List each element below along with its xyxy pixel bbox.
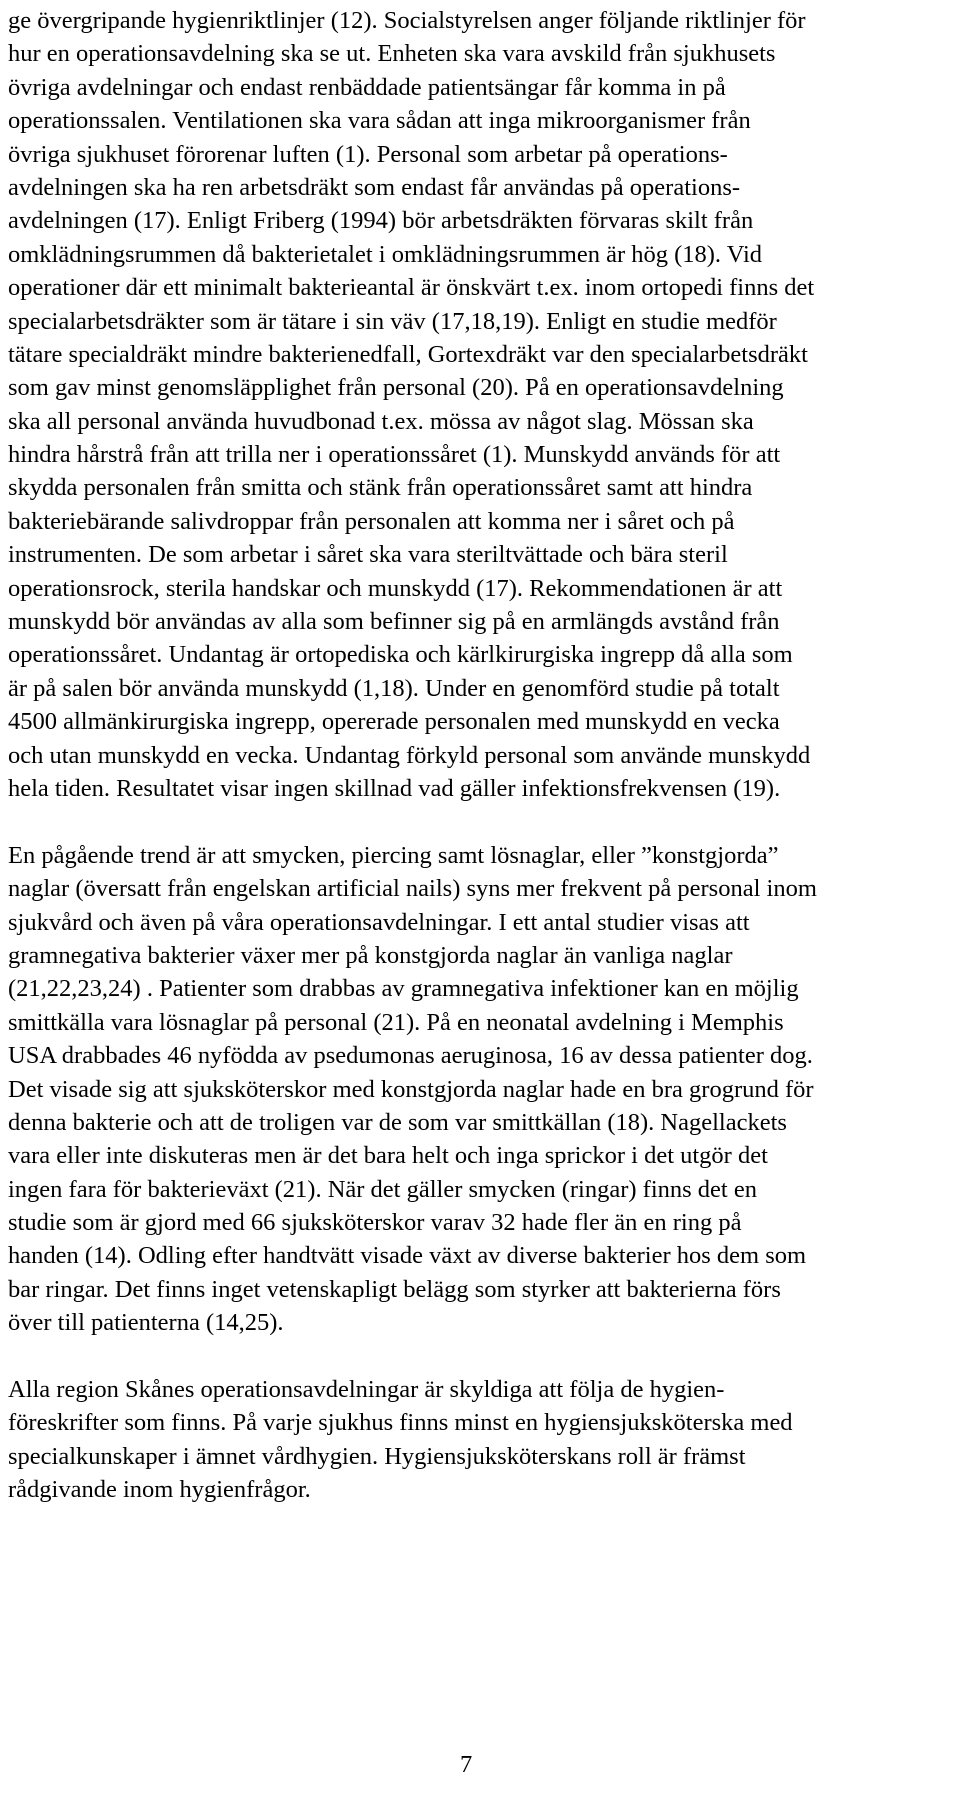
text-line: rådgivande inom hygienfrågor. — [8, 1476, 311, 1504]
text-line: är på salen bör använda munskydd (1,18). Under en genomförd studie på totalt — [8, 674, 780, 702]
text-line: avdelningen ska ha ren arbetsdräkt som endast får användas på operations- — [8, 173, 741, 201]
paragraph-gap — [8, 1340, 954, 1373]
text-line: bar ringar. Det finns inget vetenskapligt belägg som styrker att bakterierna förs — [8, 1275, 781, 1303]
text-line: över till patienterna (14,25). — [8, 1309, 284, 1337]
text-line: naglar (översatt från engelskan artificial nails) syns mer frekvent på personal inom — [8, 875, 817, 903]
text-line: övriga avdelningar och endast renbäddade patientsängar får komma in på — [8, 73, 726, 101]
text-line: 4500 allmänkirurgiska ingrepp, opererade personalen med munskydd en vecka — [8, 708, 780, 736]
text-line: föreskrifter som finns. På varje sjukhus finns minst en hygiensjuksköterska med — [8, 1409, 793, 1437]
text-line: hindra hårstrå från att trilla ner i operationssåret (1). Munskydd används för att — [8, 441, 781, 469]
text-line: handen (14). Odling efter handtvätt visade växt av diverse bakterier hos dem som — [8, 1242, 807, 1270]
paragraph-jewelry-nails — [8, 839, 954, 1340]
text-line: tätare specialdräkt mindre bakterienedfall, Gortexdräkt var den specialarbetsdräkt — [8, 340, 808, 368]
text-line: operationer där ett minimalt bakterieantal är önskvärt t.ex. inom ortopedi finns det — [8, 274, 815, 302]
text-line: operationssåret. Undantag är ortopediska och kärlkirurgiska ingrepp då alla som — [8, 641, 793, 669]
text-line: sjukvård och även på våra operationsavdelningar. I ett antal studier visas att — [8, 908, 750, 936]
paragraph-hygiene-guidelines — [8, 4, 954, 805]
text-line: (21,22,23,24) . Patienter som drabbas av gramnegativa infektioner kan en möjlig — [8, 975, 799, 1003]
text-line: En pågående trend är att smycken, piercing samt lösnaglar, eller ”konstgjorda” — [8, 841, 779, 869]
text-line: skydda personalen från smitta och stänk från operationssåret samt att hindra — [8, 474, 753, 502]
text-line: hur en operationsavdelning ska se ut. Enheten ska vara avskild från sjukhusets — [8, 40, 776, 68]
text-line: ge övergripande hygienriktlinjer (12). Socialstyrelsen anger följande riktlinjer för — [8, 7, 806, 34]
text-line: studie som är gjord med 66 sjuksköterskor varav 32 hade fler än en ring på — [8, 1209, 742, 1237]
text-line: munskydd bör användas av alla som befinner sig på en armlängds avstånd från — [8, 608, 780, 636]
text-line: denna bakterie och att de troligen var de som var smittkällan (18). Nagellackets — [8, 1108, 787, 1136]
text-line: bakteriebärande salivdroppar från personalen att komma ner i såret och på — [8, 507, 735, 535]
text-line: hela tiden. Resultatet visar ingen skillnad vad gäller infektionsfrekvensen (19). — [8, 774, 781, 802]
text-line: Det visade sig att sjuksköterskor med konstgjorda naglar hade en bra grogrund för — [8, 1075, 814, 1103]
page-number: 7 — [460, 1751, 473, 1778]
text-line: operationsrock, sterila handskar och munskydd (17). Rekommendationen är att — [8, 574, 783, 602]
text-line: gramnegativa bakterier växer mer på konstgjorda naglar än vanliga naglar — [8, 941, 733, 969]
text-line: avdelningen (17). Enligt Friberg (1994) bör arbetsdräkten förvaras skilt från — [8, 207, 754, 235]
text-line: som gav minst genomsläpplighet från personal (20). På en operationsavdelning — [8, 374, 784, 402]
paragraph-region-skane — [8, 1373, 954, 1507]
text-line: smittkälla vara lösnaglar på personal (21). På en neonatal avdelning i Memphis — [8, 1008, 784, 1036]
paragraph-gap — [8, 805, 954, 838]
text-line: omklädningsrummen då bakterietalet i omklädningsrummen är hög (18). Vid — [8, 240, 763, 268]
text-line: vara eller inte diskuteras men är det bara helt och inga sprickor i det utgör det — [8, 1142, 768, 1170]
text-line: Alla region Skånes operationsavdelningar är skyldiga att följa de hygien- — [8, 1376, 725, 1404]
text-line: och utan munskydd en vecka. Undantag förkyld personal som använde munskydd — [8, 741, 811, 769]
text-line: instrumenten. De som arbetar i såret ska vara steriltvättade och bära steril — [8, 541, 728, 569]
text-line: USA drabbades 46 nyfödda av psedumonas aeruginosa, 16 av dessa patienter dog. — [8, 1042, 813, 1070]
text-line: operationssalen. Ventilationen ska vara sådan att inga mikroorganismer från — [8, 107, 751, 135]
body-text — [8, 4, 954, 1507]
text-line: ingen fara för bakterieväxt (21). När det gäller smycken (ringar) finns det en — [8, 1175, 757, 1203]
text-line: övriga sjukhuset förorenar luften (1). Personal som arbetar på operations- — [8, 140, 728, 168]
text-line: specialkunskaper i ämnet vårdhygien. Hygiensjuksköterskans roll är främst — [8, 1442, 746, 1470]
text-line: ska all personal använda huvudbonad t.ex. mössa av något slag. Mössan ska — [8, 407, 754, 435]
text-line: specialarbetsdräkter som är tätare i sin väv (17,18,19). Enligt en studie medför — [8, 307, 777, 335]
